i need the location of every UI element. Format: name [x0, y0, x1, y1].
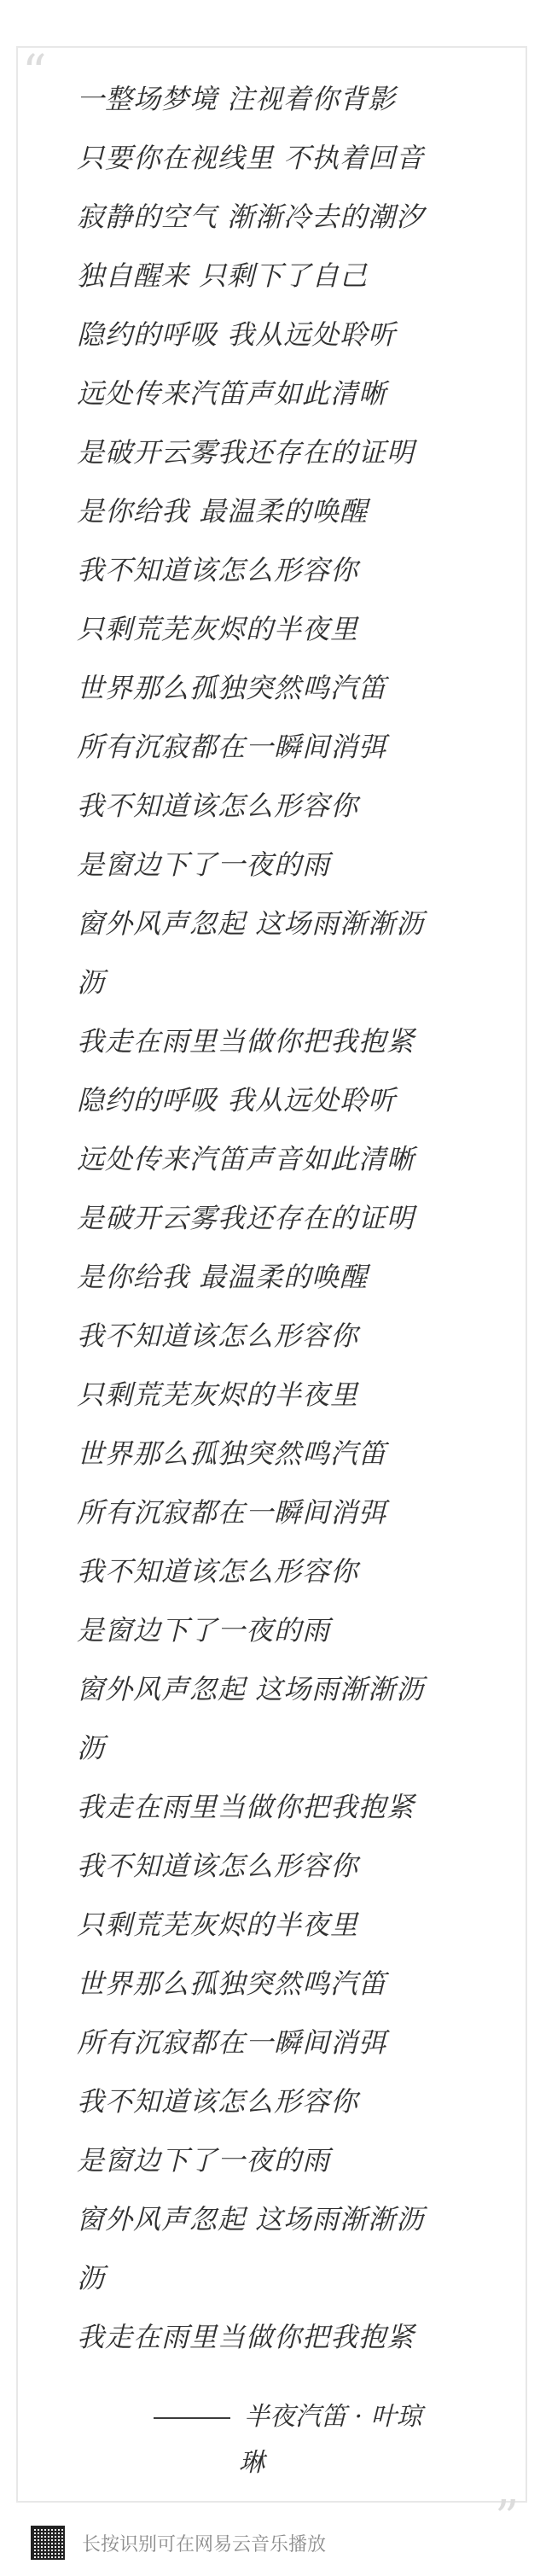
lyric-line: 窗外风声忽起 这场雨渐渐沥: [77, 1673, 425, 1705]
lyric-line: 世界那么孤独突然鸣汽笛: [77, 672, 387, 704]
lyric-line: 我不知道该怎么形容你: [77, 1320, 359, 1352]
footer-hint: 长按识别可在网易云音乐播放: [82, 2533, 327, 2556]
lyric-line: 是你给我 最温柔的唤醒: [77, 495, 369, 527]
open-quote-icon: “: [22, 45, 47, 101]
lyric-line: 是窗边下了一夜的雨: [77, 2144, 331, 2177]
lyric-line: 我不知道该怎么形容你: [77, 554, 359, 586]
lyric-line: 是破开云雾我还存在的证明: [77, 436, 415, 469]
lyric-line: 我走在雨里当做你把我抱紧: [77, 2321, 415, 2353]
lyric-line: 是你给我 最温柔的唤醒: [77, 1261, 369, 1293]
lyric-line: 窗外风声忽起 这场雨渐渐沥: [77, 907, 425, 940]
lyric-line: 是窗边下了一夜的雨: [77, 1614, 331, 1646]
lyric-line: 沥: [77, 966, 106, 999]
qr-code-icon[interactable]: [31, 2526, 65, 2560]
lyric-line: 只剩荒芜灰烬的半夜里: [77, 1378, 359, 1411]
song-artist-label: 半夜汽笛 · 叶琼: [244, 2402, 422, 2432]
lyric-line: 所有沉寂都在一瞬间消弭: [77, 731, 387, 763]
lyric-line: 沥: [77, 2262, 106, 2294]
lyric-line: 隐约的呼吸 我从远处聆听: [77, 318, 397, 351]
lyric-line: 我走在雨里当做你把我抱紧: [77, 1025, 415, 1058]
lyric-line: 我不知道该怎么形容你: [77, 790, 359, 822]
lyric-line: 是窗边下了一夜的雨: [77, 848, 331, 881]
lyric-line: 只剩荒芜灰烬的半夜里: [77, 613, 359, 645]
lyric-line: 世界那么孤独突然鸣汽笛: [77, 1967, 387, 2000]
song-artist-label-wrap: 琳: [239, 2448, 264, 2478]
lyric-line: 只要你在视线里 不执着回音: [77, 142, 425, 174]
lyric-line: 窗外风声忽起 这场雨渐渐沥: [77, 2203, 425, 2235]
lyric-line: 独自醒来 只剩下了自己: [77, 259, 369, 292]
lyric-line: 一整场梦境 注视着你背影: [77, 83, 397, 115]
share-footer[interactable]: [31, 2525, 326, 2561]
lyric-line: 是破开云雾我还存在的证明: [77, 1202, 415, 1234]
lyric-line: 我不知道该怎么形容你: [77, 2085, 359, 2118]
lyric-line: 世界那么孤独突然鸣汽笛: [77, 1437, 387, 1470]
lyric-line: 我走在雨里当做你把我抱紧: [77, 1791, 415, 1823]
lyric-line: 寂静的空气 渐渐冷去的潮汐: [77, 201, 425, 233]
lyric-line: 所有沉寂都在一瞬间消弭: [77, 2026, 387, 2059]
lyric-line: 只剩荒芜灰烬的半夜里: [77, 1909, 359, 1941]
close-quote-icon: “: [496, 2463, 520, 2519]
lyric-line: 远处传来汽笛声音如此清晰: [77, 1143, 415, 1175]
song-credit: [154, 2394, 503, 2486]
credit-dash: [154, 2417, 230, 2419]
lyric-line: 隐约的呼吸 我从远处聆听: [77, 1084, 397, 1116]
lyric-line: 我不知道该怎么形容你: [77, 1555, 359, 1588]
lyric-line: 远处传来汽笛声如此清晰: [77, 377, 387, 410]
lyric-line: 我不知道该怎么形容你: [77, 1850, 359, 1882]
lyric-line: 所有沉寂都在一瞬间消弭: [77, 1496, 387, 1529]
lyrics-list: [77, 73, 495, 2370]
lyric-line: 沥: [77, 1732, 106, 1764]
